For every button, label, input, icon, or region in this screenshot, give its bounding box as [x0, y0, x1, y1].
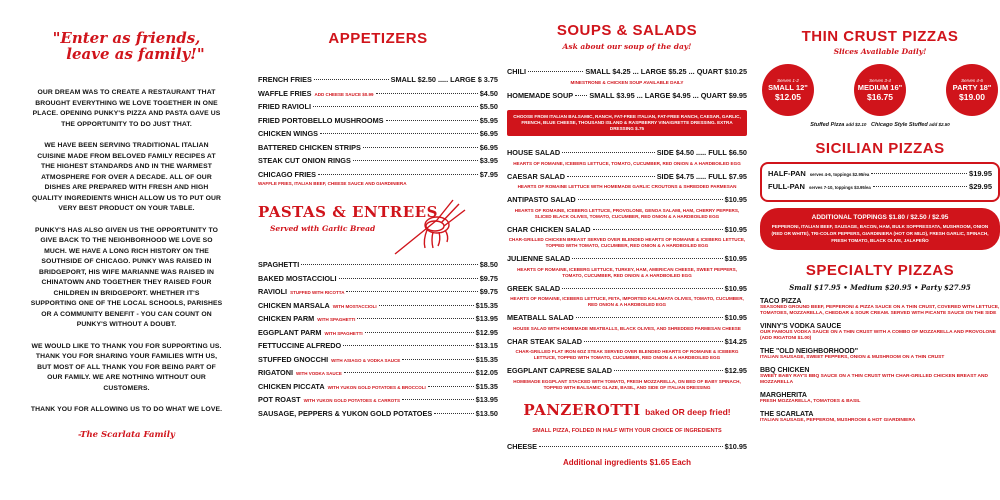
thin-crust-title: THIN CRUST PIZZAS	[801, 28, 959, 45]
pastas-list	[258, 260, 498, 422]
fork-spaghetti-icon	[387, 192, 477, 262]
toppings-list: PEPPERONI, ITALIAN BEEF, SAUSAGE, BACON, HAM, BULK SOPPRESSATA, MUSHROOM, ONION (RED OR WHITE), TRI-COLOR PEPPERS, GIARDINIERA (HOT OR MILD), FRESH GARLIC, SPINACH, FRESH TOMATO, BLACK OLIVE, JALAPEÑO	[771, 224, 989, 243]
intro-paragraph: OUR DREAM WAS TO CREATE A RESTAURANT THAT BROUGHT EVERYTHING WE LOVE TOGETHER IN ONE PLACE. OPENING PUNKY'S PIZZA AND PASTA GAVE US THE OPPORTUNITY TO DO JUST THAT.	[32, 89, 221, 128]
signature: -The Scarlata Family	[78, 429, 175, 440]
intro-paragraph: WE HAVE BEEN SERVING TRADITIONAL ITALIAN CUISINE MADE FROM BELOVED FAMILY RECIPES AT THE HIGHEST STANDARDS AND IN THE WARMEST ATMOSPHERE FOR OVER A DECADE. ALL OF OUR DISHES ARE PREPARED WITH FRESH AND HIGH QUALITY INGREDIENTS WHICH ALLOW US TO PUT OUR VERY BEST PRODUCT ON YOUR TABLE.	[31, 142, 222, 212]
menu-row: CAESAR SALAD SIDE $4.75 ..... FULL $7.95	[507, 171, 747, 181]
menu-row-cheese: CHEESE $10.95	[507, 441, 747, 451]
menu-row-chili: CHILI SMALL $4.25 ... LARGE $5.25 ... QUART $10.25	[507, 67, 747, 76]
salad-desc: CHAR-GRILLED FLAT IRON 6OZ STEAK SERVED OVER BLENDED HEARTS OF ROMAINE & ICEBERG LETTUCE, TOPPED WITH TOMATO, CUCUMBER, RED ONION & A HARDBOILED EGG	[515, 349, 739, 360]
additional-ingredients: Additional ingredients $1.65 Each	[562, 458, 692, 467]
sicilian-box	[760, 162, 1000, 202]
menu-row: FRIED RAVIOLI $5.50	[258, 102, 498, 111]
menu-row: CHICKEN WINGS $6.95	[258, 129, 498, 138]
specialty-title: SPECIALTY PIZZAS	[805, 262, 955, 279]
menu-row: CHICKEN PARM WITH SPAGHETTI $13.95	[258, 314, 498, 323]
menu-row: HOUSE SALAD SIDE $4.50 ..... FULL $6.50	[507, 148, 747, 157]
specialty-name: BBQ CHICKEN	[760, 367, 810, 374]
intro-paragraph: THANK YOU FOR ALLOWING US TO DO WHAT WE LOVE.	[30, 406, 223, 413]
specialty-desc: OUR FAMOUS VODKA SAUCE ON A THIN CRUST WITH A COMBO OF MOZZARELLA AND PROVOLONE (ADD RIGATONI $1.00)	[760, 330, 996, 341]
soups-salads-column	[507, 0, 747, 500]
specialty-desc: SEASONED GROUND BEEF, PEPPERONI & PIZZA SAUCE ON A THIN CRUST, COVERED WITH LETTUCE, TOMATOES, MOZZARELLA, CHEDDAR & SOUR CREAM. SERVED WITH PICANTE SAUCE ON THE SIDE	[760, 305, 1000, 316]
sicilian-row-half: HALF-PAN serves 4-6, toppings $2.95/ea $19.95	[768, 169, 992, 178]
sicilian-row-full: FULL-PAN serves 7-10, toppings $3.95/ea $29.95	[768, 182, 992, 191]
appetizers-title: APPETIZERS	[328, 30, 428, 47]
menu-row: BAKED MOSTACCIOLI $9.75	[258, 273, 498, 283]
salad-desc: CHAR-GRILLED CHICKEN BREAST SERVED OVER BLENDED HEARTS OF ROMAINE & ICEBERG LETTUCE, TOPPED WITH TOMATO, CUCUMBER, RED ONION & A HARDBOILED EGG	[508, 237, 746, 248]
menu-row: CHICAGO FRIES $7.95	[258, 169, 498, 179]
menu-row: RIGATONI WITH VODKA SAUCE $12.05	[258, 368, 498, 377]
menu-row: EGGPLANT PARM WITH SPAGHETTI $12.95	[258, 327, 498, 337]
specialty-name: THE "OLD NEIGHBORHOOD"	[760, 348, 859, 355]
menu-row: FRIED PORTOBELLO MUSHROOMS $5.95	[258, 115, 498, 125]
size-circle: Serves 4-6 PARTY 18" $19.00	[946, 64, 998, 116]
soups-subtitle: Ask about our soup of the day!	[562, 42, 692, 51]
panzerotti-desc: SMALL PIZZA, FOLDED IN HALF WITH YOUR CHOICE OF INGREDIENTS	[532, 427, 722, 434]
intro-paragraph: WE WOULD LIKE TO THANK YOU FOR SUPPORTING US. THANK YOU FOR SHARING YOUR FAMILIES WITH US, BUT MOST OF ALL THANK YOU FOR BEING PART OF OUR FAMILY. WE ARE NOTHING WITHOUT OUR CUSTOMERS.	[31, 342, 222, 392]
salad-desc: HEARTS OF ROMAINE LETTUCE WITH HOMEMADE GARLIC CROUTONS & SHREDDED PARMESAN	[517, 184, 737, 189]
pizza-sizes	[762, 64, 998, 116]
menu-row: CHAR CHICKEN SALAD $10.95	[507, 224, 747, 234]
pizzas-column	[760, 0, 1000, 500]
menu-row: MEATBALL SALAD $10.95	[507, 313, 747, 322]
menu-row: CHICKEN PICCATA WITH YUKON GOLD POTATOES & BROCCOLI $15.35	[258, 381, 498, 391]
salad-desc: HOUSE SALAD WITH HOMEMADE MEATBALLS, BLACK OLIVES, AND SHREDDED PARMESAN CHEESE	[513, 325, 741, 331]
size-circle: Serves 1-2 SMALL 12" $12.05	[762, 64, 814, 116]
chicago-fries-desc: WAFFLE FRIES, ITALIAN BEEF, CHEESE SAUCE AND GIARDINIERA	[258, 181, 407, 186]
salad-desc: HEARTS OF ROMAINE, ICEBERG LETTUCE, PROVOLONE, GENOA SALAMI, HAM, CHERRY PEPPERS, SLICED BLACK OLIVES, TOMATO, CUCUMBER, RED ONION & A HARDBOILED EGG	[514, 207, 740, 219]
menu-row: STUFFED GNOCCHI WITH ASIAGO & VODKA SAUCE $15.35	[258, 354, 498, 364]
panzerotti-title: PANZEROTTI	[523, 400, 641, 419]
chili-note: MINESTRONE & CHICKEN SOUP AVAILABLE DAILY	[570, 79, 684, 85]
menu-row: CHICKEN MARSALA WITH MOSTACCIOLI $15.35	[258, 300, 498, 310]
thin-crust-subtitle: Slices Available Daily!	[833, 47, 927, 56]
specialty-list	[760, 298, 1000, 424]
menu-row: FRENCH FRIES SMALL $2.50 ..... LARGE $ 3.75	[258, 75, 498, 84]
appetizers-list	[258, 75, 498, 183]
specialty-desc: ITALIAN SAUSAGE, SWEET PEPPERS, ONION & MUSHROOM ON A THIN CRUST	[760, 355, 945, 360]
panzerotti-subtitle: baked OR deep fried!	[645, 406, 731, 417]
menu-row: STEAK CUT ONION RINGS $3.95	[258, 156, 498, 165]
salads-list	[507, 148, 747, 391]
specialty-desc: FRESH MOZZARELLA, TOMATOES & BASIL	[760, 399, 861, 404]
intro-paragraph: PUNKY'S HAS ALSO GIVEN US THE OPPORTUNITY TO GIVE BACK TO THE NEIGHBORHOOD WE LOVE SO MUCH. WE HAVE A LONG RICH HISTORY ON THE SOUTHSIDE OF CHICAGO. PUNKY WAS RAISED IN BRIDGEPORT, HIS WIFE MARIANNE WAS RAISED IN CHINATOWN AND TOGETHER THEY RAISED FOUR CHILDREN IN BRIDGEPORT. WHETHER IT'S SUPPORTING ONE OF THE LOCAL SCHOOLS, PARISHES OR A COMMUNITY BENEFIT - YOU CAN COUNT ON PUNKY'S WITHOUT A DOUBT.	[30, 226, 223, 328]
salad-desc: HEARTS OF ROMAINE, ICEBERG LETTUCE, FETA, IMPORTED KALAMATA OLIVES, TOMATO, CUCUMBER, RED ONION & A HARDBOILED EGG	[510, 296, 744, 307]
menu-row: SPAGHETTI $8.50	[258, 260, 498, 269]
menu-row: FETTUCCINE ALFREDO $13.15	[258, 341, 498, 350]
pastas-title: PASTAS & ENTREES	[258, 203, 438, 221]
intro-column	[0, 0, 245, 500]
dressing-banner: CHOOSE FROM ITALIAN BALSAMIC, RANCH, FAT-FREE ITALIAN, FAT-FREE RANCH, CAESAR, GARLIC, FRENCH, BLUE CHEESE, THOUSAND ISLAND & RASPBERRY VINAIGRETTE DRESSING. EXTRA DRESSING $.75	[507, 110, 747, 136]
menu-row: RAVIOLI STUFFED WITH RICOTTA $9.75	[258, 287, 498, 296]
size-circle: Serves 3-4 MEDIUM 16" $16.75	[854, 64, 906, 116]
menu-row: ANTIPASTO SALAD $10.95	[507, 195, 747, 204]
specialty-name: THE SCARLATA	[760, 411, 814, 418]
menu-row: JULIENNE SALAD $10.95	[507, 254, 747, 263]
menu-row: WAFFLE FRIES ADD CHEESE SAUCE $0.99 $4.50	[258, 88, 498, 98]
toppings-title: ADDITIONAL TOPPINGS $1.80 / $2.50 / $2.95	[811, 214, 949, 221]
specialty-prices: Small $17.95 • Medium $20.95 • Party $27.95	[789, 283, 971, 292]
menu-row-homemade-soup: HOMEMADE SOUP SMALL $3.95 ... LARGE $4.95 ... QUART $9.95	[507, 90, 747, 100]
menu-row: EGGPLANT CAPRESE SALAD $12.95	[507, 366, 747, 375]
menu-row: BATTERED CHICKEN STRIPS $6.95	[258, 142, 498, 152]
menu-row: POT ROAST WITH YUKON GOLD POTATOES & CARROTS $13.95	[258, 395, 498, 404]
specialty-desc: SWEET BABY RAY'S BBQ SAUCE ON A THIN CRUST WITH CHAR-GRILLED CHICKEN BREAST AND MOZZARELLA	[760, 374, 988, 385]
specialty-desc: ITALIAN SAUSAGE, PEPPERONI, MUSHROOM & HOT GIARDINIERA	[760, 418, 916, 423]
stuffed-pricing: Stuffed Pizza add $2.10 Chicago Style Stuffed add $2.50	[810, 122, 950, 128]
specialty-name: MARGHERITA	[760, 392, 807, 399]
menu-row: CHAR STEAK SALAD $14.25	[507, 336, 747, 346]
sicilian-title: SICILIAN PIZZAS	[815, 140, 945, 157]
menu-row: SAUSAGE, PEPPERS & YUKON GOLD POTATOES $13.50	[258, 408, 498, 418]
salad-desc: HEARTS OF ROMAINE, ICEBERG LETTUCE, TURKEY, HAM, AMERICAN CHEESE, SWEET PEPPERS, TOMATO, CUCUMBER, RED ONION & A HARDBOILED EGG	[517, 266, 737, 278]
pastas-subtitle: Served with Garlic Bread	[270, 224, 376, 233]
salad-desc: HOMEMADE EGGPLANT STACKED WITH TOMATO, FRESH MOZZARELLA, ON BED OF BABY SPINACH, TOPPED WITH BALSAMIC GLAZE, BASIL, AND SIDE OF ITALIAN DRESSING	[513, 378, 741, 390]
intro-title: "Enter as friends, leave as family!"	[52, 29, 205, 63]
salad-desc: HEARTS OF ROMAINE, ICEBERG LETTUCE, TOMATO, CUCUMBER, RED ONION & A HARDBOILED EGG	[513, 160, 741, 166]
additional-toppings-box	[760, 208, 1000, 250]
specialty-name: VINNY'S VODKA SAUCE	[760, 323, 842, 330]
specialty-name: TACO PIZZA	[760, 298, 802, 305]
soups-title: SOUPS & SALADS	[556, 22, 698, 39]
menu-row: GREEK SALAD $10.95	[507, 283, 747, 293]
